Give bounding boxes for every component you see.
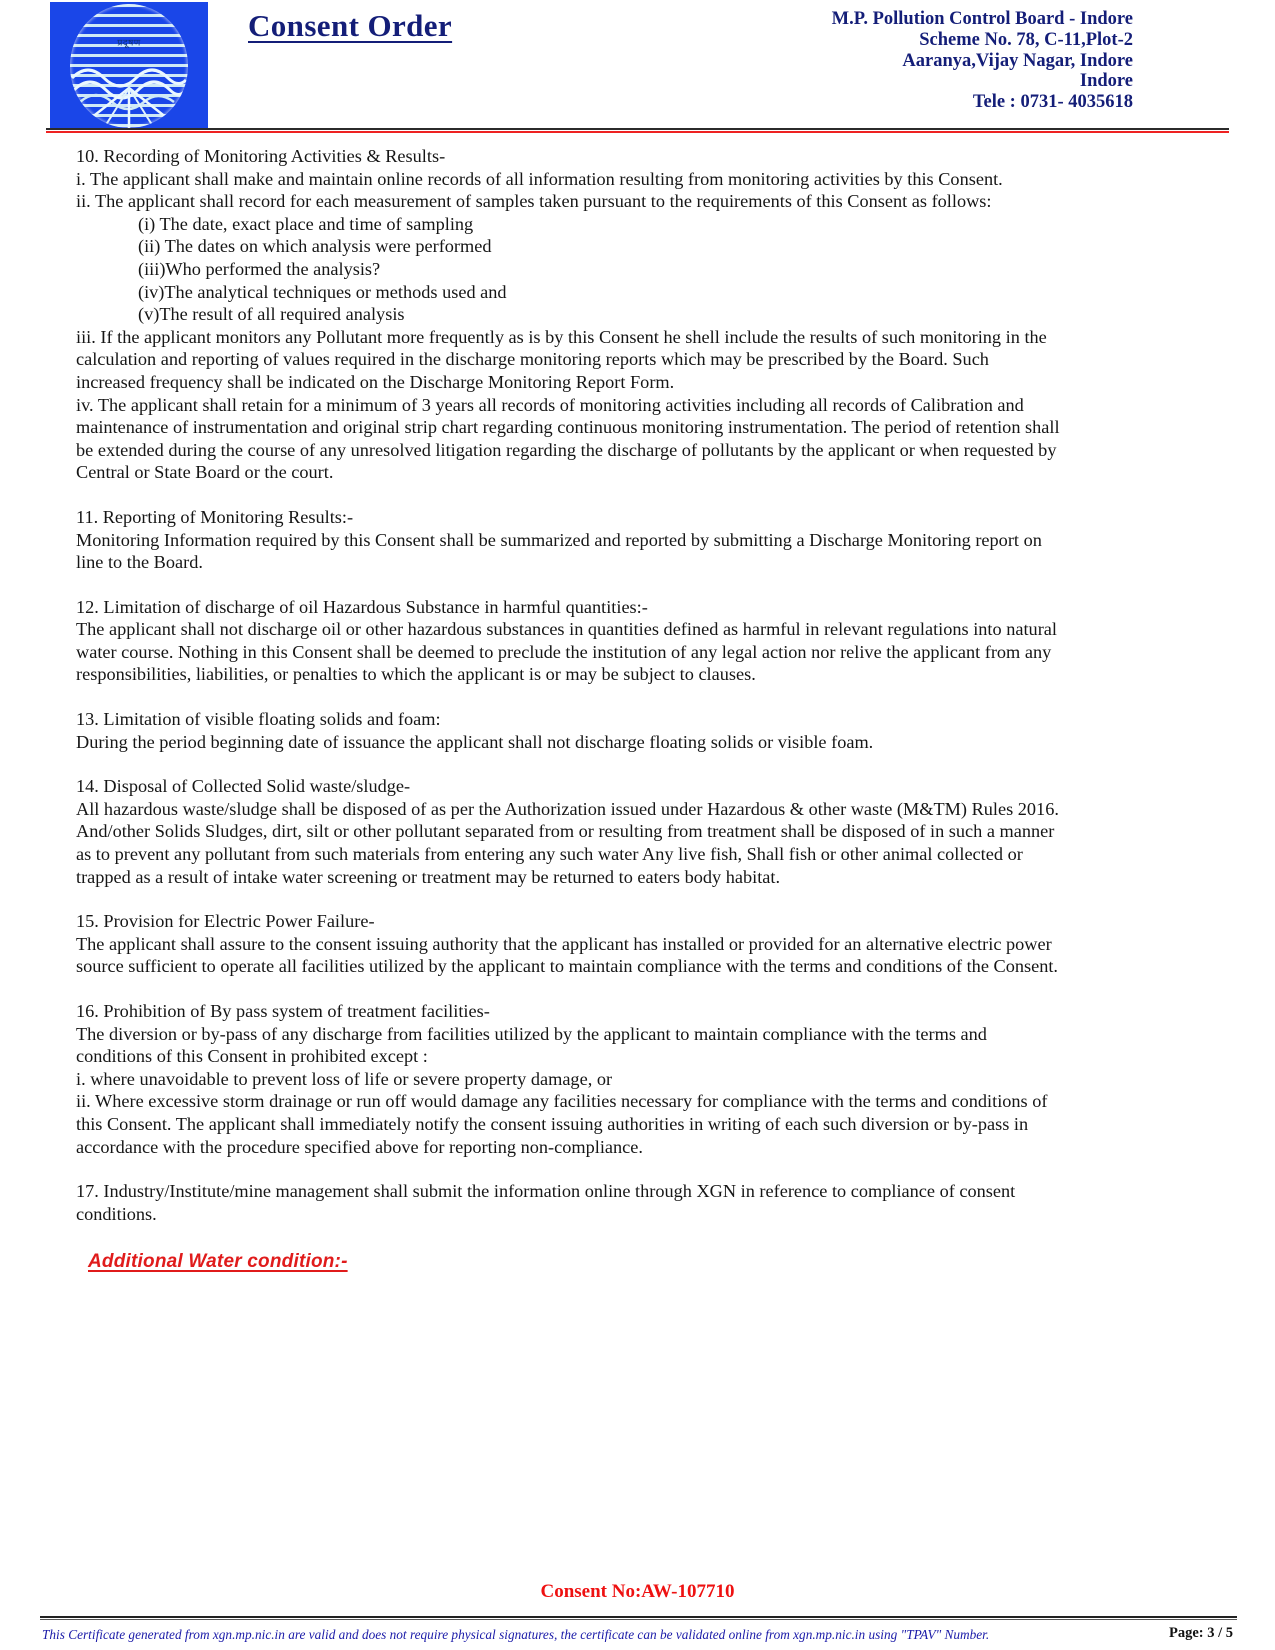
section-10-line-iv: iv. The applicant shall retain for a minimum of 3 years all records of monitoring activities including all records of Calibration and maintenance of instrumentation and original strip chart regarding continuous monitoring instrumentation. The period of retention shall be extended during the course of any unresolved litigation regarding the discharge of pollutants by the applicant or when requested by Central or State Board or the court. <box>76 394 1060 483</box>
section-13-heading: 13. Limitation of visible floating solids and foam: <box>76 709 441 730</box>
footer-validation-note: This Certificate generated from xgn.mp.nic.in are valid and does not require physical signatures, the certificate can be validated online from xgn.mp.nic.in using "TPAV" Number. <box>42 1627 990 1642</box>
logo-hindi-text: प्रदूषण <box>117 37 141 48</box>
section-13 <box>76 708 1061 753</box>
address-line-4: Indore <box>1079 71 1133 92</box>
section-17-line-1: 17. Industry/Institute/mine management shall submit the information online through XGN in reference to compliance of consent conditions. <box>76 1181 1016 1224</box>
address-line-3: Aaranya,Vijay Nagar, Indore <box>902 50 1133 71</box>
document-body <box>76 145 1061 1274</box>
section-16-line-i: i. where unavoidable to prevent loss of life or severe property damage, or <box>76 1068 613 1089</box>
section-10-sub-iii: (iii)Who performed the analysis? <box>138 258 381 279</box>
section-10 <box>76 145 1061 484</box>
section-14-heading: 14. Disposal of Collected Solid waste/sludge- <box>76 776 411 797</box>
section-15 <box>76 910 1061 978</box>
spacer <box>76 888 1061 910</box>
section-12 <box>76 596 1061 686</box>
spacer <box>76 574 1061 596</box>
address-line-2: Scheme No. 78, C-11,Plot-2 <box>919 29 1133 50</box>
document-header <box>0 0 1275 132</box>
footer-divider-dark <box>40 1616 1237 1618</box>
consent-number: Consent No:AW-107710 <box>540 1581 735 1602</box>
section-16-line-ii: ii. Where excessive storm drainage or run off would damage any facilities necessary for compliance with the terms and conditions of this Consent. The applicant shall immediately notify the consent issuing authorities in writing of each such diversion or by-pass in accordance with the procedure specified above for reporting non-compliance. <box>76 1091 1048 1157</box>
spacer <box>76 686 1061 708</box>
section-10-line-1: i. The applicant shall make and maintain online records of all information resulting from monitoring activities by this Consent. <box>76 168 1003 189</box>
section-11 <box>76 506 1061 574</box>
address-line-5: Tele : 0731- 4035618 <box>972 92 1133 113</box>
section-12-heading: 12. Limitation of discharge of oil Hazardous Substance in harmful quantities:- <box>76 596 648 617</box>
section-10-heading: 10. Recording of Monitoring Activities & Results- <box>76 146 446 166</box>
section-11-line-1: Monitoring Information required by this Consent shall be summarized and reported by submitting a Discharge Monitoring report on line to the Board. <box>76 529 1042 573</box>
footer-divider-thin <box>40 1619 1237 1620</box>
section-10-line-2: ii. The applicant shall record for each measurement of samples taken pursuant to the requirements of this Consent as follows: <box>76 191 992 212</box>
section-10-line-iii: iii. If the applicant monitors any Pollutant more frequently as is by this Consent he shell include the results of such monitoring in the calculation and reporting of values required in the discharge monitoring reports which may be prescribed by the Board. Such increased frequency shall be indicated on the Discharge Monitoring Report Form. <box>76 326 1047 392</box>
section-15-heading: 15. Provision for Electric Power Failure- <box>76 911 375 932</box>
logo-waves <box>70 4 188 128</box>
section-16-line-1: The diversion or by-pass of any discharge from facilities utilized by the applicant to maintain compliance with the terms and conditions of this Consent in prohibited except : <box>76 1023 987 1067</box>
section-16-heading: 16. Prohibition of By pass system of treatment facilities- <box>76 1001 490 1021</box>
page-title: Consent Order <box>248 8 453 43</box>
section-13-line-1: During the period beginning date of issuance the applicant shall not discharge floating solids or visible foam. <box>76 731 874 752</box>
section-16 <box>76 1000 1061 1158</box>
section-10-sub-ii: (ii) The dates on which analysis were performed <box>138 236 492 257</box>
spacer <box>76 753 1061 775</box>
spacer <box>76 978 1061 1000</box>
section-11-heading: 11. Reporting of Monitoring Results:- <box>76 506 354 527</box>
spacer <box>76 1158 1061 1180</box>
section-10-sub-v: (v)The result of all required analysis <box>138 304 405 325</box>
mppcb-globe-logo-icon <box>50 2 208 130</box>
section-14 <box>76 775 1061 888</box>
section-15-line-1: The applicant shall assure to the consent issuing authority that the applicant has installed or provided for an alternative electric power source sufficient to operate all facilities utilized by the applicant to maintain compliance with the terms and conditions of the Consent. <box>76 933 1059 977</box>
footer-page-number: Page: 3 / 5 <box>1168 1625 1233 1641</box>
section-10-sub-i: (i) The date, exact place and time of sampling <box>138 213 474 234</box>
additional-water-condition-heading: Additional Water condition:- <box>88 1251 348 1273</box>
address-line-1: M.P. Pollution Control Board - Indore <box>831 9 1133 29</box>
header-divider-red <box>46 131 1229 133</box>
section-17 <box>76 1180 1061 1225</box>
header-divider-dark <box>46 128 1229 130</box>
section-12-line-1: The applicant shall not discharge oil or other hazardous substances in quantities defined as harmful in relevant regulations into natural water course. Nothing in this Consent shall be deemed to preclude the institution of any legal action nor relive the applicant from any responsibilities, liabilities, or penalties to which the applicant is or may be subject to clauses. <box>76 619 1057 685</box>
section-10-sub-iv: (iv)The analytical techniques or methods used and <box>138 281 507 302</box>
spacer <box>76 484 1061 506</box>
section-14-line-1: All hazardous waste/sludge shall be disposed of as per the Authorization issued under Hazardous & other waste (M&TM) Rules 2016. And/other Solids Sludges, dirt, silt or other pollutant separated from or resulting from treatment shall be disposed of in such a manner as to prevent any pollutant from such materials from entering any such water Any live fish, Shall fish or other animal collected or trapped as a result of intake water screening or treatment may be returned to eaters body habitat. <box>76 798 1059 887</box>
board-address-block <box>832 9 1133 113</box>
